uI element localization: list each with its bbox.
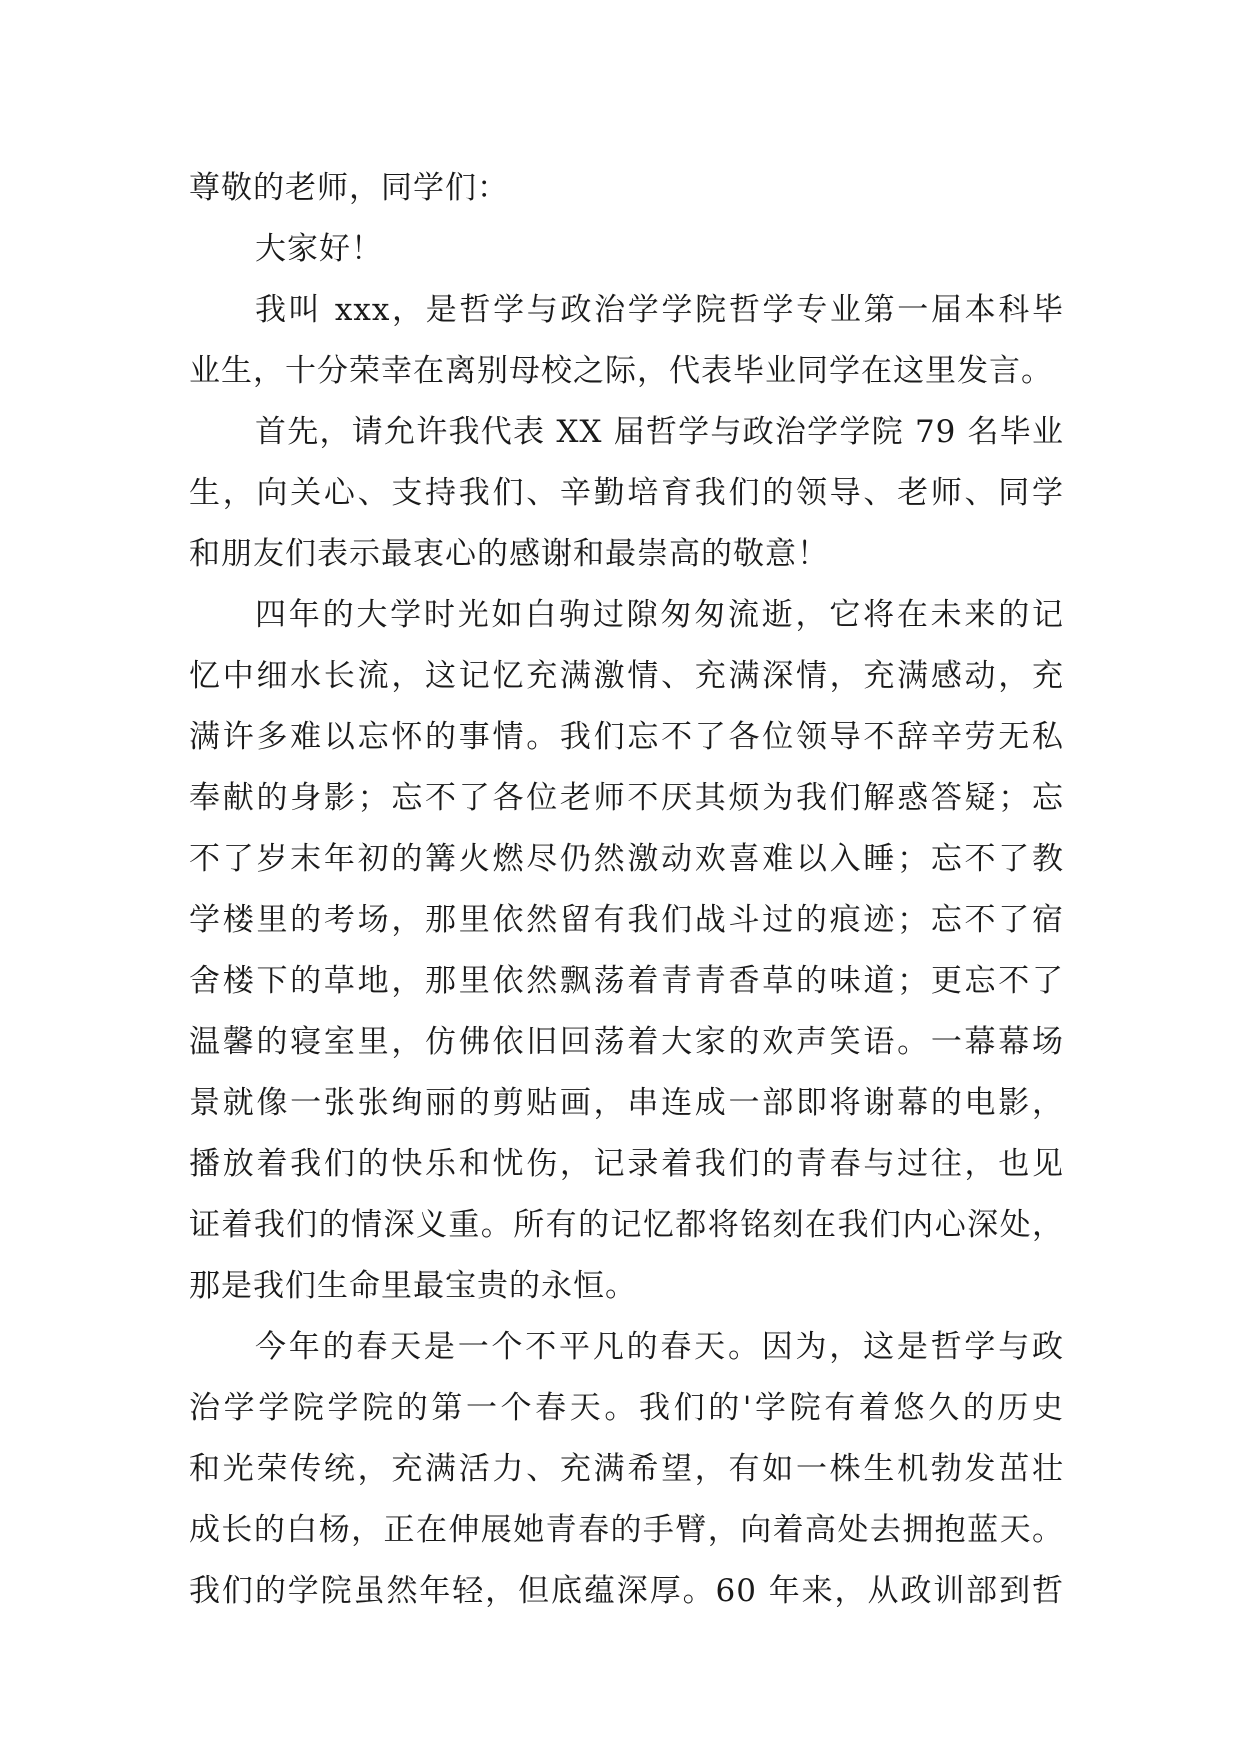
text-line: 我们的学院虽然年轻，但底蕴深厚。60 年来，从政训部到哲 [189,1573,1064,1609]
text-line: 和朋友们表示最衷心的感谢和最崇高的敬意！ [189,536,829,572]
text-line: 业生，十分荣幸在离别母校之际，代表毕业同学在这里发言。 [189,353,1053,389]
text-line: 治学学院学院的第一个春天。我们的'学院有着悠久的历史 [189,1390,1064,1426]
text-line: 我叫 xxx，是哲学与政治学学院哲学专业第一届本科毕 [255,292,1064,328]
text-line: 首先，请允许我代表 XX 届哲学与政治学学院 79 名毕业 [255,414,1064,450]
text-line: 生，向关心、支持我们、辛勤培育我们的领导、老师、同学 [189,475,1064,511]
text-line: 今年的春天是一个不平凡的春天。因为，这是哲学与政 [255,1329,1064,1365]
speech-body [189,158,1064,1622]
text-line: 和光荣传统，充满活力、充满希望，有如一株生机勃发茁壮 [189,1451,1064,1487]
salutation-line: 尊敬的老师，同学们： [189,170,509,206]
text-line: 不了岁末年初的篝火燃尽仍然激动欢喜难以入睡；忘不了教 [189,841,1064,877]
text-line: 四年的大学时光如白驹过隙匆匆流逝，它将在未来的记 [255,597,1064,633]
text-line: 证着我们的情深义重。所有的记忆都将铭刻在我们内心深处， [189,1207,1064,1243]
text-line: 成长的白杨，正在伸展她青春的手臂，向着高处去拥抱蓝天。 [189,1512,1064,1548]
text-line: 播放着我们的快乐和忧伤，记录着我们的青春与过往，也见 [189,1146,1064,1182]
text-line: 那是我们生命里最宝贵的永恒。 [189,1268,637,1304]
text-line: 奉献的身影；忘不了各位老师不厌其烦为我们解惑答疑；忘 [189,780,1064,816]
text-line: 忆中细水长流，这记忆充满激情、充满深情，充满感动，充 [189,658,1064,694]
text-line: 满许多难以忘怀的事情。我们忘不了各位领导不辞辛劳无私 [189,719,1064,755]
greeting-line: 大家好！ [255,231,383,267]
text-line: 舍楼下的草地，那里依然飘荡着青青香草的味道；更忘不了 [189,963,1064,999]
text-line: 景就像一张张绚丽的剪贴画，串连成一部即将谢幕的电影， [189,1085,1064,1121]
text-line: 温馨的寝室里，仿佛依旧回荡着大家的欢声笑语。一幕幕场 [189,1024,1064,1060]
text-line: 学楼里的考场，那里依然留有我们战斗过的痕迹；忘不了宿 [189,902,1064,938]
